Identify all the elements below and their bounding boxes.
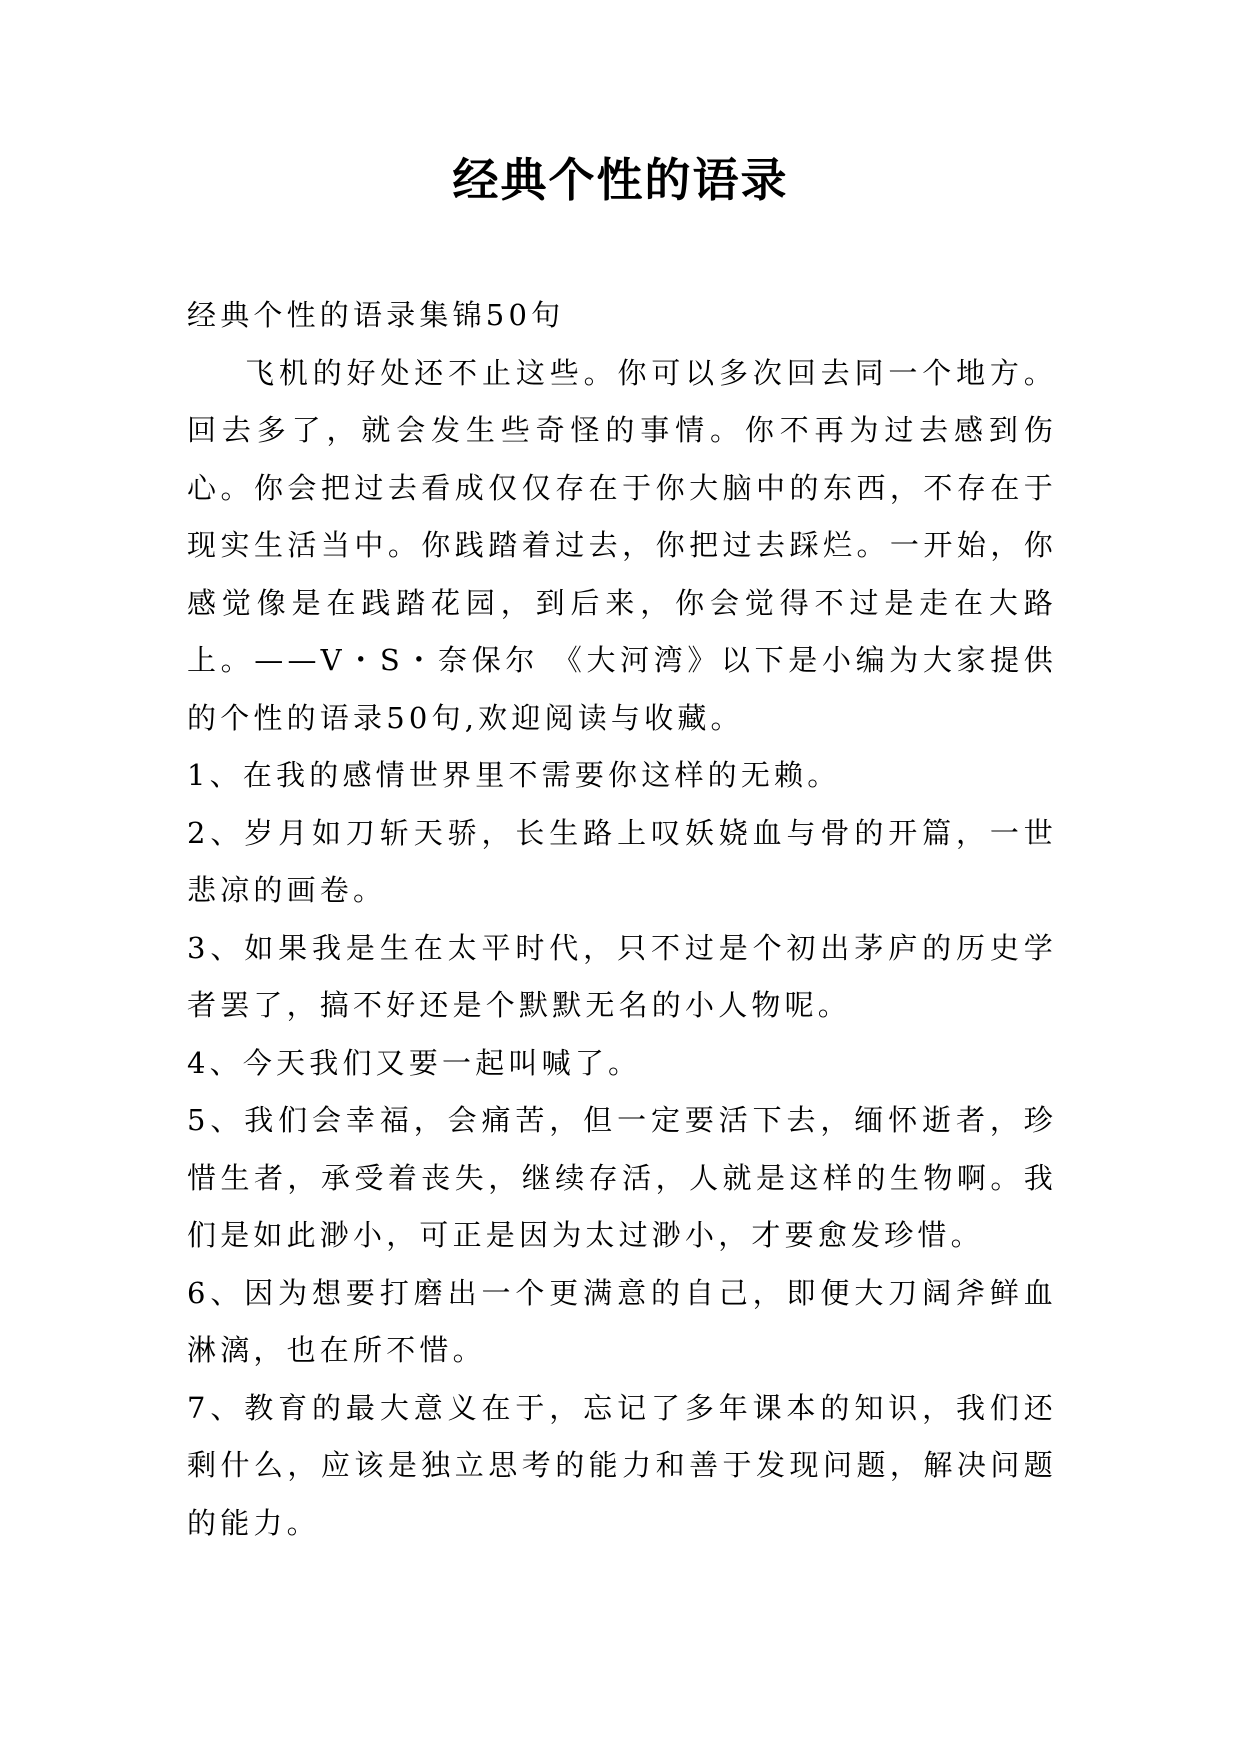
- document-body: [187, 287, 1057, 1552]
- quote-item-2: 2、岁月如刀斩天骄，长生路上叹妖娆血与骨的开篇，一世悲凉的画卷。: [187, 815, 1057, 907]
- quote-item-1: 1、在我的感情世界里不需要你这样的无赖。: [187, 758, 841, 792]
- quote-item-3: 3、如果我是生在太平时代，只不过是个初出茅庐的历史学者罢了，搞不好还是个默默无名的小人物呢。: [187, 930, 1057, 1022]
- quote-item-7: 7、教育的最大意义在于，忘记了多年课本的知识，我们还剩什么，应该是独立思考的能力和善于发现问题，解决问题的能力。: [187, 1390, 1057, 1540]
- document-title: 经典个性的语录: [452, 153, 789, 207]
- quote-item-5: 5、我们会幸福，会痛苦，但一定要活下去，缅怀逝者，珍惜生者，承受着丧失，继续存活，人就是这样的生物啊。我们是如此渺小，可正是因为太过渺小，才要愈发珍惜。: [187, 1103, 1057, 1252]
- subtitle-paragraph: 经典个性的语录集锦50句: [187, 298, 565, 332]
- quote-item-4: 4、今天我们又要一起叫喊了。: [187, 1045, 642, 1080]
- intro-paragraph: 飞机的好处还不止这些。你可以多次回去同一个地方。回去多了，就会发生些奇怪的事情。你不再为过去感到伤心。你会把过去看成仅仅存在于你大脑中的东西，不存在于现实生活当中。你践踏着过去，你把过去踩烂。一开始，你感觉像是在践踏花园，到后来，你会觉得不过是走在大路上。——V・S・奈保尔 《大河湾》以下是小编为大家提供的个性的语录50句,欢迎阅读与收藏。: [187, 355, 1057, 735]
- quote-item-6: 6、因为想要打磨出一个更满意的自己，即便大刀阔斧鲜血淋漓，也在所不惜。: [187, 1275, 1057, 1367]
